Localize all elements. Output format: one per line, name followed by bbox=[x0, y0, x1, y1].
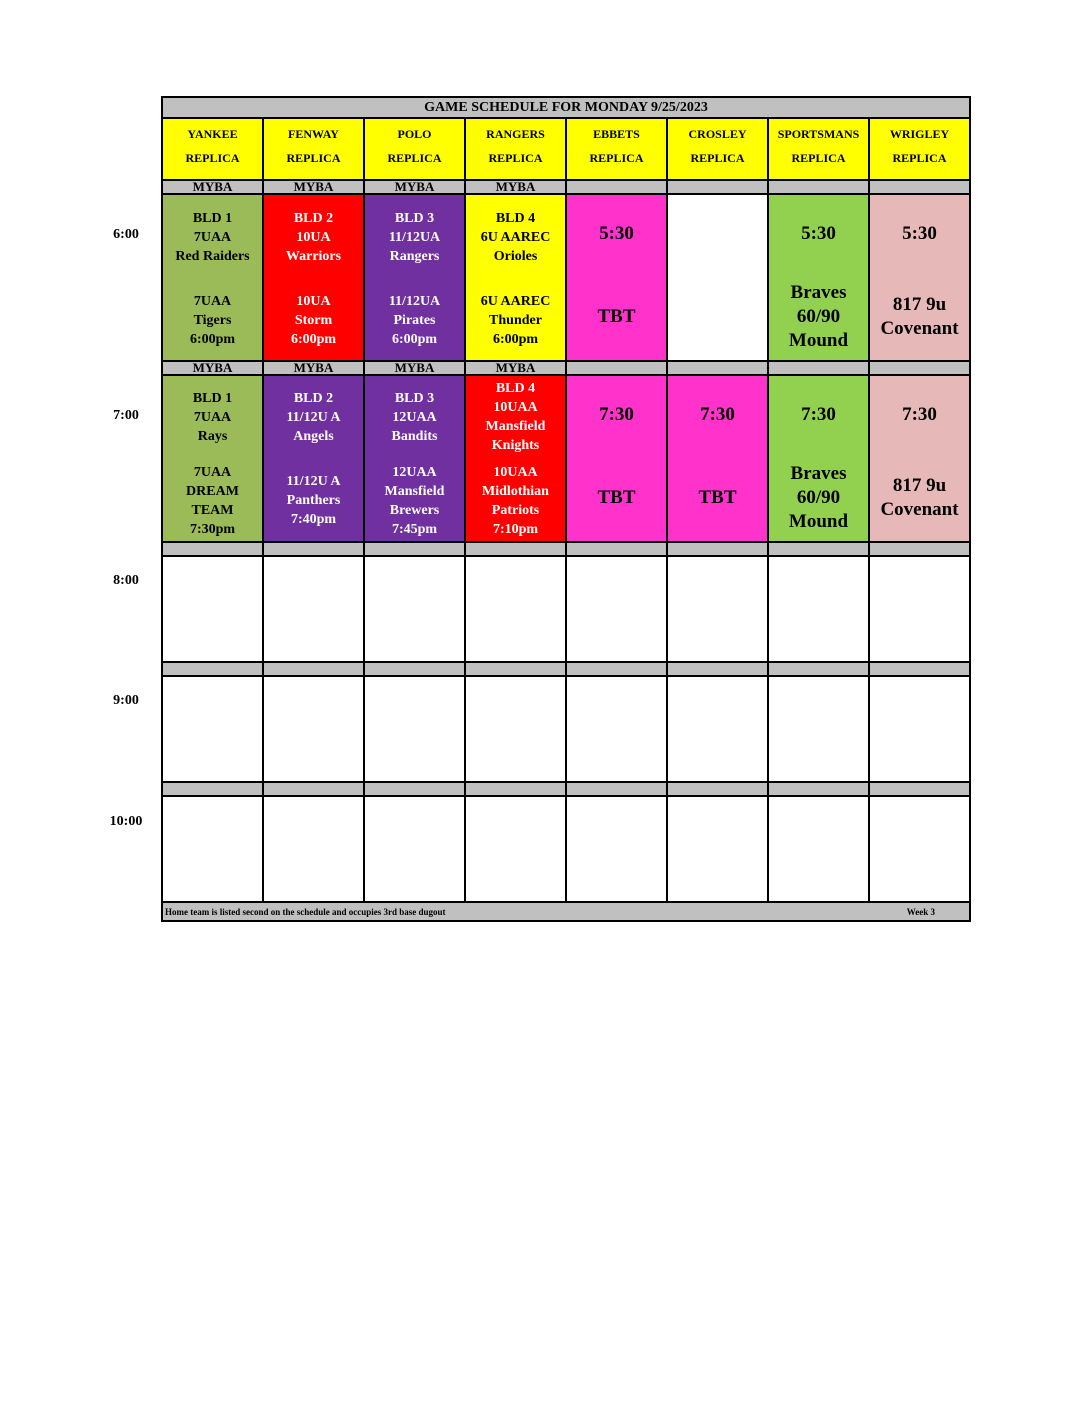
game-line: BLD 1 bbox=[192, 391, 233, 406]
separator-row-4 bbox=[163, 661, 969, 677]
field-sub: REPLICA bbox=[690, 151, 745, 165]
game-line: 7UAA bbox=[193, 410, 232, 425]
game-line: TBT bbox=[597, 306, 636, 327]
game-line: BLD 4 bbox=[495, 211, 536, 226]
game-line: 6U AAREC bbox=[480, 294, 551, 309]
separator-cell bbox=[567, 181, 668, 193]
game-line: 7:30pm bbox=[189, 522, 236, 537]
game-fenway-700 bbox=[264, 376, 365, 541]
separator-cell bbox=[567, 362, 668, 374]
game-line: 6:00pm bbox=[492, 332, 539, 347]
game-rangers-600 bbox=[466, 195, 567, 360]
game-line: Patriots bbox=[491, 503, 540, 518]
field-name: RANGERS bbox=[486, 127, 545, 141]
field-name: FENWAY bbox=[288, 127, 339, 141]
game-line: 7:40pm bbox=[290, 512, 337, 527]
game-sportsmans-600 bbox=[769, 195, 870, 360]
separator-label: MYBA bbox=[466, 181, 567, 193]
field-sub: REPLICA bbox=[387, 151, 442, 165]
game-rangers-700 bbox=[466, 376, 567, 541]
separator-row-3 bbox=[163, 541, 969, 557]
time-label-7: 7:00 bbox=[113, 408, 139, 423]
game-line: Midlothian bbox=[482, 484, 549, 499]
game-time: 7:30 bbox=[599, 404, 634, 425]
game-line: Storm bbox=[294, 313, 333, 328]
game-line: 7:45pm bbox=[391, 522, 438, 537]
schedule-title: GAME SCHEDULE FOR MONDAY 9/25/2023 bbox=[163, 98, 969, 119]
schedule-table bbox=[161, 96, 971, 922]
game-line: TEAM bbox=[191, 503, 234, 518]
game-line: BLD 3 bbox=[394, 211, 435, 226]
game-wrigley-700 bbox=[870, 376, 969, 541]
field-sub: REPLICA bbox=[286, 151, 341, 165]
game-line: 10UA bbox=[296, 230, 331, 245]
game-line: Rangers bbox=[389, 249, 440, 264]
game-line: Bandits bbox=[391, 429, 438, 444]
game-line: 817 9u bbox=[892, 294, 947, 315]
game-yankee-700 bbox=[163, 376, 264, 541]
game-sportsmans-700 bbox=[769, 376, 870, 541]
game-line: 11/12U A bbox=[286, 474, 341, 489]
separator-row-1 bbox=[163, 179, 969, 195]
game-line: 7UAA bbox=[193, 230, 232, 245]
field-header-crosley bbox=[668, 119, 769, 179]
separator-label: MYBA bbox=[466, 362, 567, 374]
game-line: Mound bbox=[788, 511, 849, 532]
game-line: Pirates bbox=[393, 313, 436, 328]
game-line: 6U AAREC bbox=[480, 230, 551, 245]
footer-note: Home team is listed second on the schedule and occupies 3rd base dugout bbox=[165, 906, 446, 917]
separator-label: MYBA bbox=[264, 181, 365, 193]
separator-row-5 bbox=[163, 781, 969, 797]
game-line: Panthers bbox=[286, 493, 341, 508]
game-line: TBT bbox=[698, 487, 737, 508]
game-time: 5:30 bbox=[902, 223, 937, 244]
game-line: 60/90 bbox=[796, 487, 841, 508]
schedule-footer bbox=[163, 901, 969, 920]
game-line: BLD 3 bbox=[394, 391, 435, 406]
field-name: YANKEE bbox=[187, 127, 238, 141]
game-wrigley-600 bbox=[870, 195, 969, 360]
game-line: Brewers bbox=[389, 503, 440, 518]
separator-row-2 bbox=[163, 360, 969, 376]
game-line: Thunder bbox=[489, 313, 542, 328]
time-label-6: 6:00 bbox=[113, 227, 139, 242]
field-sub: REPLICA bbox=[185, 151, 240, 165]
time-label-10: 10:00 bbox=[109, 814, 143, 829]
game-line: 60/90 bbox=[796, 306, 841, 327]
field-name: CROSLEY bbox=[688, 127, 747, 141]
game-line: 11/12UA bbox=[388, 230, 441, 245]
separator-cell bbox=[769, 362, 870, 374]
game-yankee-600 bbox=[163, 195, 264, 360]
game-time: 7:30 bbox=[902, 404, 937, 425]
separator-cell bbox=[668, 362, 769, 374]
separator-cell bbox=[769, 181, 870, 193]
footer-week: Week 3 bbox=[906, 906, 935, 917]
field-header-rangers bbox=[466, 119, 567, 179]
separator-label: MYBA bbox=[365, 181, 466, 193]
game-line: Mound bbox=[788, 330, 849, 351]
field-header-ebbets bbox=[567, 119, 668, 179]
game-line: Braves bbox=[790, 282, 847, 303]
game-line: Angels bbox=[293, 429, 334, 444]
separator-label: MYBA bbox=[163, 181, 264, 193]
game-line: 6:00pm bbox=[391, 332, 438, 347]
field-header-yankee bbox=[163, 119, 264, 179]
game-line: Mansfield bbox=[384, 484, 445, 499]
separator-label: MYBA bbox=[365, 362, 466, 374]
game-polo-600 bbox=[365, 195, 466, 360]
game-line: 12UAA bbox=[392, 410, 437, 425]
game-crosley-700 bbox=[668, 376, 769, 541]
game-line: Braves bbox=[790, 463, 847, 484]
field-name: EBBETS bbox=[593, 127, 640, 141]
field-header-wrigley bbox=[870, 119, 969, 179]
separator-label: MYBA bbox=[264, 362, 365, 374]
empty-row-900 bbox=[163, 677, 969, 781]
game-line: Orioles bbox=[493, 249, 538, 264]
game-line: 10UAA bbox=[493, 465, 538, 480]
game-line: TBT bbox=[597, 487, 636, 508]
game-line: Covenant bbox=[880, 499, 959, 520]
time-label-8: 8:00 bbox=[113, 573, 139, 588]
game-line: Knights bbox=[491, 438, 540, 453]
game-line: BLD 1 bbox=[192, 211, 233, 226]
game-line: BLD 2 bbox=[293, 211, 334, 226]
game-fenway-600 bbox=[264, 195, 365, 360]
game-time: 5:30 bbox=[599, 223, 634, 244]
field-sub: REPLICA bbox=[791, 151, 846, 165]
field-name: WRIGLEY bbox=[889, 127, 950, 141]
field-name: POLO bbox=[397, 127, 432, 141]
game-line: BLD 4 bbox=[495, 381, 536, 396]
field-name: SPORTSMANS bbox=[777, 127, 860, 141]
game-ebbets-700 bbox=[567, 376, 668, 541]
field-header-polo bbox=[365, 119, 466, 179]
separator-cell bbox=[668, 181, 769, 193]
game-line: Rays bbox=[197, 429, 228, 444]
game-time: 7:30 bbox=[700, 404, 735, 425]
game-time: 5:30 bbox=[801, 223, 836, 244]
field-sub: REPLICA bbox=[892, 151, 947, 165]
game-line: BLD 2 bbox=[293, 391, 334, 406]
game-line: Red Raiders bbox=[175, 249, 250, 264]
game-line: 6:00pm bbox=[290, 332, 337, 347]
time-label-9: 9:00 bbox=[113, 693, 139, 708]
game-line: 817 9u bbox=[892, 475, 947, 496]
empty-row-1000 bbox=[163, 797, 969, 901]
game-line: 6:00pm bbox=[189, 332, 236, 347]
game-time: 7:30 bbox=[801, 404, 836, 425]
empty-row-800 bbox=[163, 557, 969, 661]
game-polo-700 bbox=[365, 376, 466, 541]
game-line: DREAM bbox=[186, 484, 239, 499]
game-line: 11/12UA bbox=[388, 294, 441, 309]
game-crosley-600-empty bbox=[668, 195, 769, 360]
field-header-sportsmans bbox=[769, 119, 870, 179]
game-line: Covenant bbox=[880, 318, 959, 339]
field-sub: REPLICA bbox=[589, 151, 644, 165]
game-line: 7:10pm bbox=[492, 522, 539, 537]
game-line: Tigers bbox=[193, 313, 232, 328]
field-sub: REPLICA bbox=[488, 151, 543, 165]
game-line: 7UAA bbox=[193, 294, 232, 309]
field-header-fenway bbox=[264, 119, 365, 179]
game-line: 11/12U A bbox=[286, 410, 341, 425]
game-ebbets-600 bbox=[567, 195, 668, 360]
game-line: 10UAA bbox=[493, 400, 538, 415]
separator-label: MYBA bbox=[163, 362, 264, 374]
game-line: Warriors bbox=[285, 249, 342, 264]
game-line: 10UA bbox=[296, 294, 331, 309]
game-line: 12UAA bbox=[392, 465, 437, 480]
game-line: 7UAA bbox=[193, 465, 232, 480]
game-line: Mansfield bbox=[485, 419, 546, 434]
